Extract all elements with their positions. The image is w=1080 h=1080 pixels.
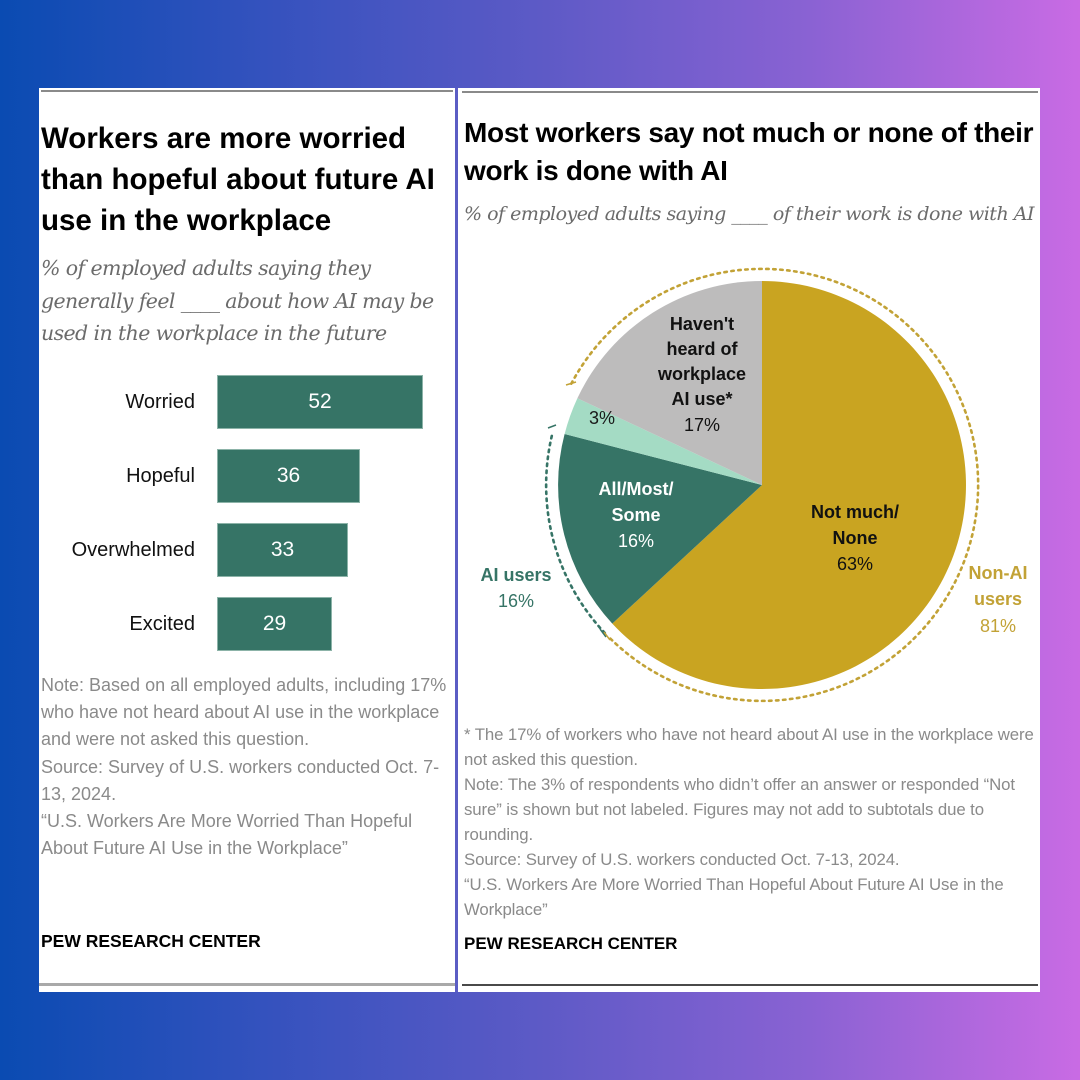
bar-row-hopeful <box>39 449 453 503</box>
label-line: Not much/ <box>811 502 899 522</box>
bracket-tick <box>548 425 556 428</box>
pew-brand-label: PEW RESEARCH CENTER <box>41 931 261 951</box>
bar <box>217 375 423 429</box>
label-line: Some <box>611 505 661 525</box>
bar-label: Hopeful <box>126 465 195 487</box>
right-chart-notes <box>464 722 1040 922</box>
label-line: All/Most/ <box>598 479 674 499</box>
label-line: heard of <box>666 339 738 359</box>
bar <box>217 449 360 503</box>
right-chart-subtitle: % of employed adults saying ____ of their work is done with AI <box>464 203 1034 225</box>
note-text: Note: The 3% of respondents who didn’t offer an answer or responded “Not sure” is shown but not labeled. Figures may not add to subtotals due to rounding. <box>464 775 1015 844</box>
group-value: 16% <box>497 591 535 611</box>
bar-row-overwhelmed <box>39 523 453 577</box>
bar <box>217 597 332 651</box>
group-name: users <box>973 589 1023 609</box>
label-line: AI use* <box>671 389 733 409</box>
bar-value: 29 <box>262 612 287 635</box>
group-value: 81% <box>979 616 1017 636</box>
right-chart-title: Most workers say not much or none of their work is done with AI <box>464 117 1034 186</box>
source-text: Source: Survey of U.S. workers conducted Oct. 7-13, 2024. <box>41 756 440 804</box>
left-chart-notes <box>41 672 451 862</box>
no-answer-value: 3% <box>588 408 616 428</box>
label-value: 63% <box>836 554 874 574</box>
group-name: AI users <box>480 565 552 585</box>
left-chart-title: Workers are more worried than hopeful about future AI use in the workplace <box>41 122 435 237</box>
bar-row-excited <box>39 597 453 651</box>
bar-label: Excited <box>129 613 195 635</box>
left-chart-panel <box>39 88 455 992</box>
bar <box>217 523 348 577</box>
label-line: None <box>832 528 878 548</box>
source-text: Source: Survey of U.S. workers conducted Oct. 7-13, 2024. <box>464 850 900 869</box>
pew-brand-label: PEW RESEARCH CENTER <box>464 934 678 953</box>
non-ai-users-group-label <box>969 563 1028 636</box>
ai-users-group-label <box>480 565 551 611</box>
report-title-text: “U.S. Workers Are More Worried Than Hopeful About Future AI Use in the Workplace” <box>41 811 413 859</box>
top-rule <box>41 90 453 92</box>
bar-row-worried <box>39 375 453 429</box>
footnote-text: * The 17% of workers who have not heard about AI use in the workplace were not asked this question. <box>464 725 1034 769</box>
label-value: 16% <box>617 531 655 551</box>
right-chart-panel <box>458 88 1040 992</box>
bottom-rule <box>462 984 1038 986</box>
left-chart-subtitle: % of employed adults saying they generally feel ____ about how AI may be used in the workplace in the future <box>41 256 434 345</box>
bottom-rule <box>39 983 455 986</box>
label-line: workplace <box>657 364 747 384</box>
label-line: Haven't <box>669 314 735 334</box>
group-name: Non-AI <box>968 563 1028 583</box>
pie-chart <box>458 88 1040 728</box>
bar-value: 33 <box>270 538 295 561</box>
bar-value: 52 <box>308 390 332 413</box>
note-text: Note: Based on all employed adults, including 17% who have not heard about AI use in the workplace and were not asked this question. <box>41 675 447 750</box>
bar-label: Overwhelmed <box>71 539 195 561</box>
report-title-text: “U.S. Workers Are More Worried Than Hopeful About Future AI Use in the Workplace” <box>464 875 1004 919</box>
bar-value: 36 <box>276 464 301 487</box>
label-value: 17% <box>683 415 721 435</box>
bar-label: Worried <box>125 391 195 413</box>
